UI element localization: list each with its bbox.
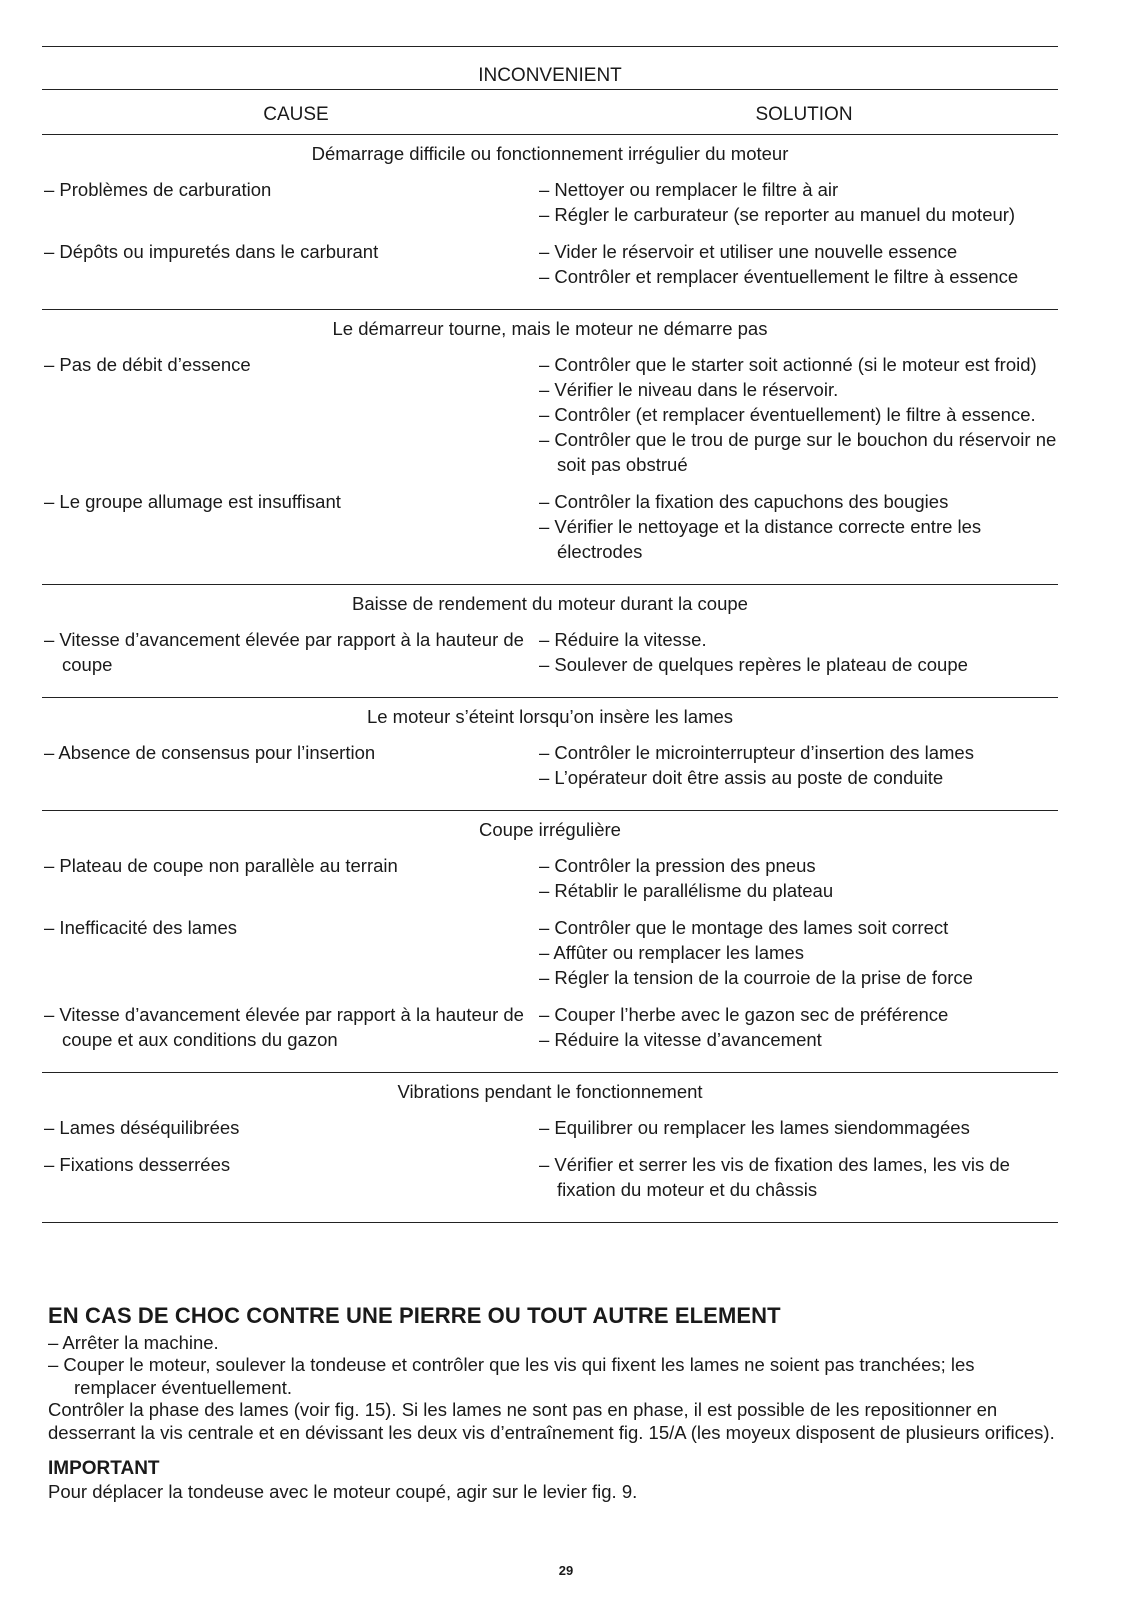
solution-text: – Vider le réservoir et utiliser une nouvelle essence (539, 241, 958, 262)
column-headers (42, 89, 1058, 134)
page-number: 29 (558, 1563, 574, 1578)
solution-cell (539, 627, 1058, 677)
solution-cell (539, 1115, 1058, 1140)
cause-text: – Vitesse d’avancement élevée par rapport à la hauteur de coupe et aux conditions du gazon (44, 1004, 524, 1050)
cause-solution-row (42, 239, 1058, 289)
solution-cell (539, 1152, 1058, 1202)
solution-text: – Contrôler la pression des pneus (539, 855, 816, 876)
solution-text: – Contrôler le microinterrupteur d’insertion des lames (539, 742, 974, 763)
problem-section (42, 134, 1058, 309)
choc-paragraph: Contrôler la phase des lames (voir fig. 15). Si les lames ne sont pas en phase, il est possible de les repositionner en desserrant la vis centrale et en dévissant les deux vis d’entraînement fig. 15/A (les moyeux disposent de plusieurs orifices). (48, 1399, 1055, 1443)
cause-solution-row (42, 177, 1058, 227)
solution-text: – Equilibrer ou remplacer les lames siendommagées (539, 1117, 970, 1138)
solution-cell (539, 740, 1058, 790)
cause-text: – Fixations desserrées (44, 1154, 231, 1175)
solution-text: – Réduire la vitesse. (539, 629, 707, 650)
section-title: Le moteur s’éteint lorsqu’on insère les lames (366, 706, 734, 727)
cause-cell (42, 239, 539, 289)
cause-cell (42, 915, 539, 990)
cause-text: – Problèmes de carburation (44, 179, 272, 200)
important-text: Pour déplacer la tondeuse avec le moteur coupé, agir sur le levier fig. 9. (48, 1480, 638, 1502)
solution-text: – Contrôler la fixation des capuchons des bougies (539, 491, 949, 512)
choc-item: – Arrêter la machine. (48, 1331, 219, 1353)
cause-solution-row (42, 627, 1058, 677)
solution-text: – Couper l’herbe avec le gazon sec de préférence (539, 1004, 949, 1025)
solution-text: – Nettoyer ou remplacer le filtre à air (539, 179, 839, 200)
solution-text: – Vérifier le niveau dans le réservoir. (539, 379, 839, 400)
cause-cell (42, 1115, 539, 1140)
cause-cell (42, 740, 539, 790)
solution-text: – Soulever de quelques repères le plateau de coupe (539, 654, 968, 675)
cause-cell (42, 352, 539, 477)
cause-solution-row (42, 1152, 1058, 1202)
cause-solution-row (42, 853, 1058, 903)
problem-section (42, 1072, 1058, 1222)
problem-section (42, 309, 1058, 584)
problem-section (42, 584, 1058, 697)
solution-text: – Affûter ou remplacer les lames (539, 942, 804, 963)
solution-header: SOLUTION (755, 104, 853, 125)
solution-cell (539, 239, 1058, 289)
cause-text: – Plateau de coupe non parallèle au terrain (44, 855, 398, 876)
cause-cell (42, 1152, 539, 1202)
solution-cell (539, 915, 1058, 990)
solution-text: – Contrôler (et remplacer éventuellement) le filtre à essence. (539, 404, 1036, 425)
cause-text: – Le groupe allumage est insuffisant (44, 491, 341, 512)
cause-cell (42, 853, 539, 903)
problem-section (42, 697, 1058, 810)
solution-text: – Vérifier et serrer les vis de fixation des lames, les vis de fixation du moteur et du châssis (539, 1154, 1010, 1200)
problem-section (42, 810, 1058, 1072)
cause-text: – Inefficacité des lames (44, 917, 237, 938)
solution-text: – Vérifier le nettoyage et la distance correcte entre les électrodes (539, 516, 982, 562)
cause-cell (42, 489, 539, 564)
section-title: Baisse de rendement du moteur durant la coupe (352, 593, 748, 614)
problem-sections (42, 134, 1058, 1222)
solution-text: – Rétablir le parallélisme du plateau (539, 880, 834, 901)
section-title: Vibrations pendant le fonctionnement (397, 1081, 703, 1102)
section-title: Le démarreur tourne, mais le moteur ne démarre pas (332, 318, 768, 339)
choc-section (48, 1305, 1058, 1503)
choc-item: – Couper le moteur, soulever la tondeuse et contrôler que les vis qui fixent les lames ne soient pas tranchées; les remplacer éventuellement. (48, 1354, 975, 1398)
cause-text: – Dépôts ou impuretés dans le carburant (44, 241, 379, 262)
section-title: Coupe irrégulière (479, 819, 621, 840)
cause-solution-row (42, 352, 1058, 477)
cause-cell (42, 627, 539, 677)
choc-title: EN CAS DE CHOC CONTRE UNE PIERRE OU TOUT AUTRE ELEMENT (48, 1303, 781, 1328)
cause-solution-row (42, 740, 1058, 790)
solution-text: – Contrôler que le trou de purge sur le bouchon du réservoir ne soit pas obstrué (539, 429, 1057, 475)
cause-text: – Absence de consensus pour l’insertion (44, 742, 376, 763)
solution-cell (539, 853, 1058, 903)
cause-solution-row (42, 1115, 1058, 1140)
cause-solution-row (42, 1002, 1058, 1052)
solution-text: – L’opérateur doit être assis au poste de conduite (539, 767, 944, 788)
solution-text: – Contrôler que le starter soit actionné (si le moteur est froid) (539, 354, 1037, 375)
table-bottom-rule (42, 1222, 1058, 1223)
cause-header: CAUSE (263, 104, 329, 125)
cause-text: – Vitesse d’avancement élevée par rapport à la hauteur de coupe (44, 629, 524, 675)
solution-cell (539, 177, 1058, 227)
solution-text: – Régler la tension de la courroie de la prise de force (539, 967, 973, 988)
solution-cell (539, 1002, 1058, 1052)
solution-cell (539, 352, 1058, 477)
important-title: IMPORTANT (48, 1458, 160, 1479)
inconvenient-header: INCONVENIENT (478, 65, 622, 86)
cause-solution-row (42, 489, 1058, 564)
cause-cell (42, 177, 539, 227)
cause-text: – Pas de débit d’essence (44, 354, 251, 375)
solution-text: – Contrôler que le montage des lames soit correct (539, 917, 949, 938)
solution-cell (539, 489, 1058, 564)
cause-text: – Lames déséquilibrées (44, 1117, 240, 1138)
cause-cell (42, 1002, 539, 1052)
solution-text: – Réduire la vitesse d’avancement (539, 1029, 822, 1050)
solution-text: – Contrôler et remplacer éventuellement le filtre à essence (539, 266, 1019, 287)
section-title: Démarrage difficile ou fonctionnement irrégulier du moteur (311, 143, 789, 164)
troubleshooting-table (42, 44, 1058, 1223)
cause-solution-row (42, 915, 1058, 990)
solution-text: – Régler le carburateur (se reporter au manuel du moteur) (539, 204, 1016, 225)
